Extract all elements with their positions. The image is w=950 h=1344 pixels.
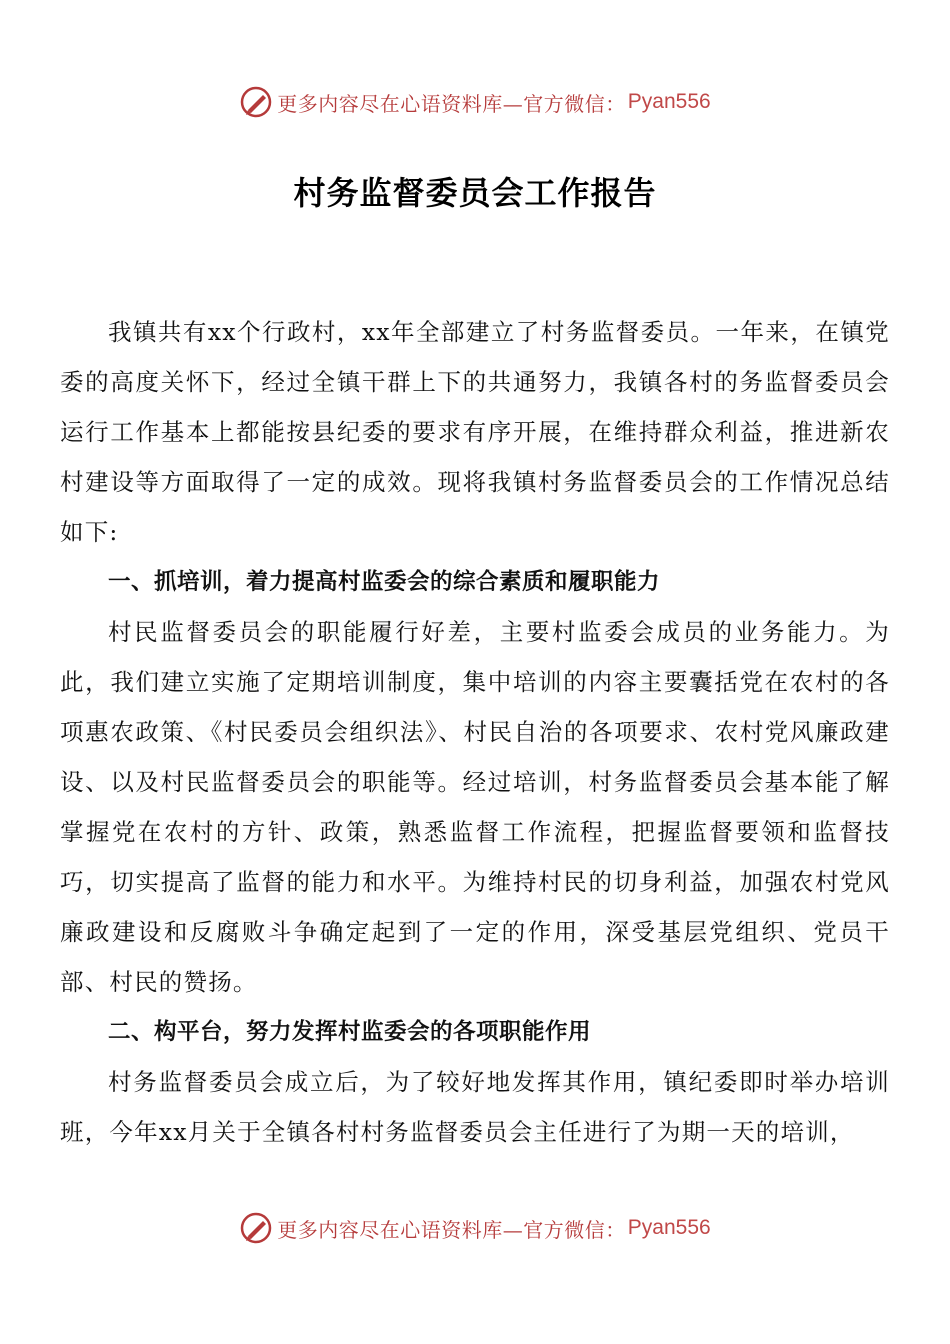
pen-logo-icon (239, 1211, 273, 1245)
section-2-paragraph: 村务监督委员会成立后，为了较好地发挥其作用，镇纪委即时举办培训班，今年xx月关于全镇各村村务监督委员会主任进行了为期一天的培训， (60, 1068, 890, 1146)
watermark-text: 更多内容尽在心语资料库—官方微信： (277, 91, 626, 116)
watermark-wechat-id: Pyan556 (627, 90, 711, 113)
document-body (60, 307, 890, 1157)
footer-watermark (0, 1208, 950, 1248)
watermark-text: 更多内容尽在心语资料库—官方微信： (277, 1217, 626, 1242)
pen-logo-icon (239, 85, 273, 119)
section-1-heading: 一、抓培训，着力提高村监委会的综合素质和履职能力 (108, 569, 661, 595)
header-watermark (0, 82, 950, 122)
intro-paragraph: 我镇共有xx个行政村，xx年全部建立了村务监督委员。一年来，在镇党委的高度关怀下，经过全镇干群上下的共通努力，我镇各村的务监督委员会运行工作基本上都能按县纪委的要求有序开展，在维持群众利益，推进新农村建设等方面取得了一定的成效。现将我镇村务监督委员会的工作情况总结如下: (60, 318, 890, 546)
section-2-heading: 二、构平台，努力发挥村监委会的各项职能作用 (108, 1019, 592, 1045)
section-1-paragraph: 村民监督委员会的职能履行好差，主要村监委会成员的业务能力。为此，我们建立实施了定期培训制度，集中培训的内容主要囊括党在农村的各项惠农政策、《村民委员会组织法》、村民自治的各项要求、农村党风廉政建设、以及村民监督委员会的职能等。经过培训，村务监督委员会基本能了解掌握党在农村的方针、政策，熟悉监督工作流程，把握监督要领和监督技巧，切实提高了监督的能力和水平。为维持村民的切身利益，加强农村党风廉政建设和反腐败斗争确定起到了一定的作用，深受基层党组织、党员干部、村民的赞扬。 (60, 618, 890, 996)
watermark-wechat-id: Pyan556 (627, 1216, 711, 1239)
document-title: 村务监督委员会工作报告 (293, 174, 657, 212)
